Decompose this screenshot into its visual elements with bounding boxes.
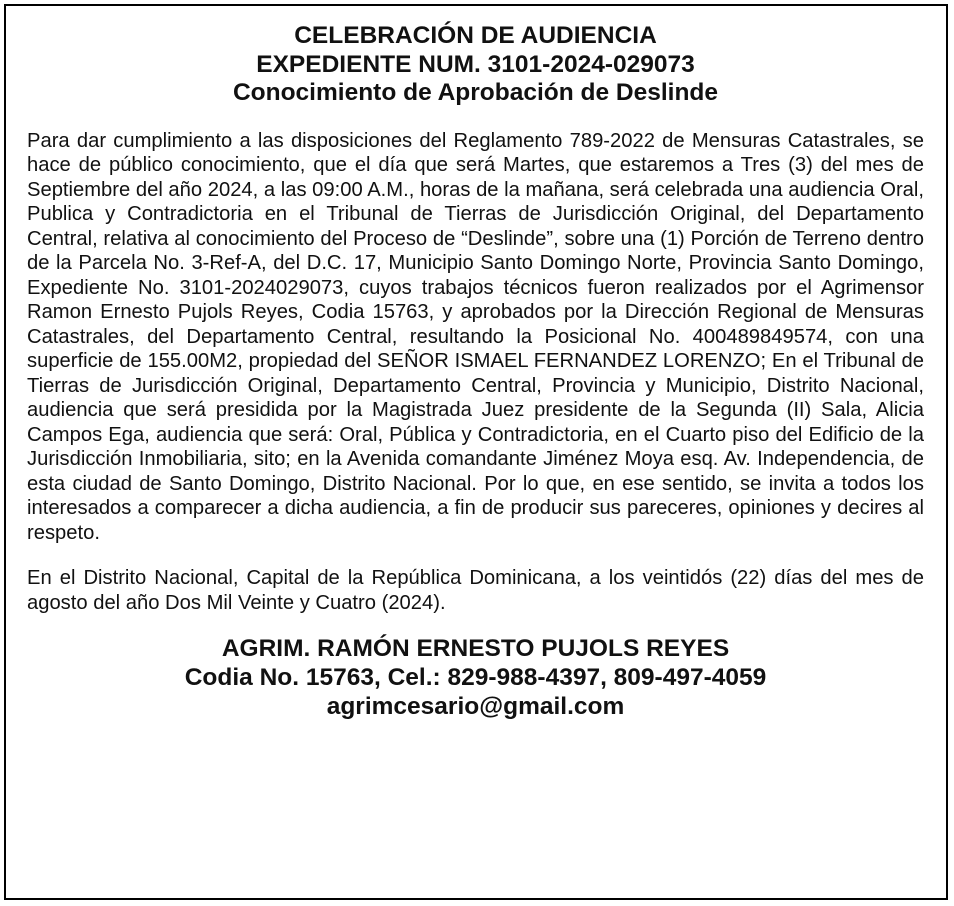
notice-title: CELEBRACIÓN DE AUDIENCIA	[294, 22, 657, 49]
notice-header	[27, 22, 924, 108]
notice-body-paragraph: Para dar cumplimiento a las disposiciones del Reglamento 789-2022 de Mensuras Catastrales, se hace de público conocimiento, que el día que será Martes, que estaremos a Tres (3) del mes de Septiembre del año 2024, a las 09:00 A.M., horas de la mañana, será celebrada una audiencia Oral, Publica y Contradictoria en el Tribunal de Tierras de Jurisdicción Original, del Departamento Central, relativa al conocimiento del Proceso de “Deslinde”, sobre una (1) Porción de Terreno dentro de la Parcela No. 3-Ref-A, del D.C. 17, Municipio Santo Domingo Norte, Provincia Santo Domingo, Expediente No. 3101-2024029073, cuyos trabajos técnicos fueron realizados por el Agrimensor Ramon Ernesto Pujols Reyes, Codia 15763, y aprobados por la Dirección Regional de Mensuras Catastrales, del Departamento Central, resultando la Posicional No. 400489849574, con una superficie de 155.00M2, propiedad del SEÑOR ISMAEL FERNANDEZ LORENZO; En el Tribunal de Tierras de Jurisdicción Original, Departamento Central, Provincia y Municipio, Distrito Nacional, audiencia que será presidida por la Magistrada Juez presidente de la Segunda (II) Sala, Alicia Campos Ega, audiencia que será: Oral, Pública y Contradictoria, en el Cuarto piso del Edificio de la Jurisdicción Inmobiliaria, sito; en la Avenida comandante Jiménez Moya esq. Av. Independencia, de esta ciudad de Santo Domingo, Distrito Nacional. Por lo que, en ese sentido, se invita a todos los interesados a comparecer a dicha audiencia, a fin de producir sus pareceres, opiniones y decires al respeto.	[27, 129, 924, 544]
case-number: EXPEDIENTE NUM. 3101-2024-029073	[256, 50, 695, 78]
signer-email: agrimcesario@gmail.com	[326, 693, 625, 720]
signer-name: AGRIM. RAMÓN ERNESTO PUJOLS REYES	[221, 635, 730, 662]
signature-block	[27, 634, 924, 721]
notice-subtitle: Conocimiento de Aprobación de Deslinde	[232, 79, 719, 106]
legal-notice	[4, 4, 948, 900]
signer-contact: Codia No. 15763, Cel.: 829-988-4397, 809-497-4059	[184, 664, 767, 691]
notice-date-paragraph: En el Distrito Nacional, Capital de la República Dominicana, a los veintidós (22) días del mes de agosto del año Dos Mil Veinte y Cuatro (2024).	[27, 567, 924, 614]
